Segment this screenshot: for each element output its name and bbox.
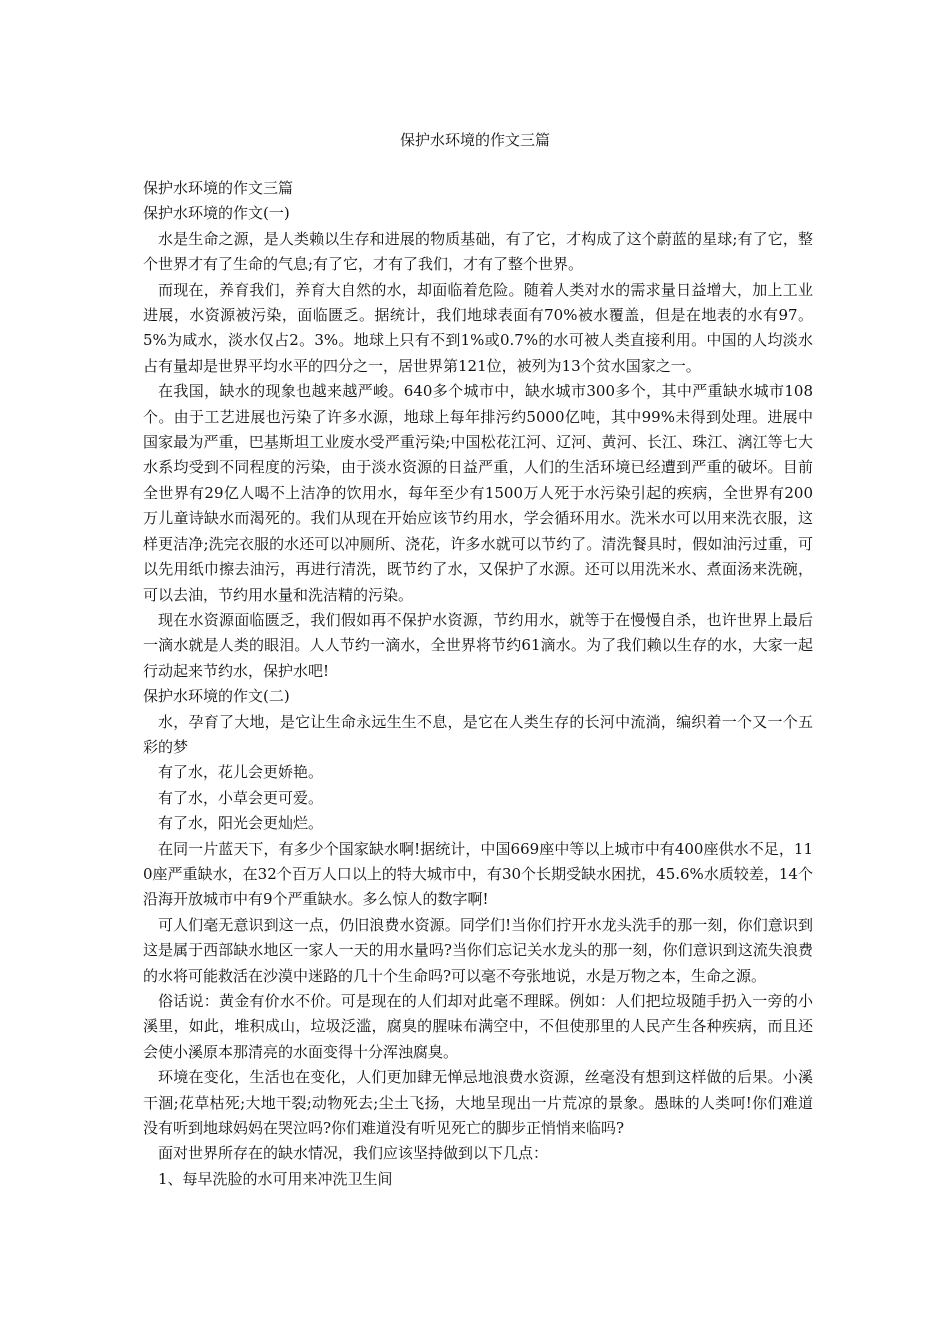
section-heading: 保护水环境的作文(一) xyxy=(143,204,290,223)
paragraph: 在我国，缺水的现象也越来越严峻。640多个城市中，缺水城市300多个，其中严重缺水城市108个。由于工艺进展也污染了许多水源，地球上每年排污约5000亿吨，其中99%未得到处理。进展中国家最为严重，巴基斯坦工业废水受严重污染;中国松花江河、辽河、黄河、长江、珠江、漓江等七大水系均受到不同程度的污染，由于淡水资源的日益严重，人们的生活环境已经遭到严重的破坏。目前全世界有29亿人喝不上洁净的饮用水，每年至少有1500万人死于水污染引起的疾病，全世界有200万儿童诗缺水而渴死的。我们从现在开始应该节约用水，学会循环用水。洗米水可以用来洗衣服，这样更洁净;洗完衣服的水还可以冲厕所、浇花，许多水就可以节约了。清洗餐具时，假如油污过重，可以先用纸巾擦去油污，再进行清洗，既节约了水，又保护了水源。还可以用洗米水、煮面汤来洗碗，可以去油，节约用水量和洗洁精的污染。 xyxy=(143,382,813,604)
document-title: 保护水环境的作文三篇 xyxy=(399,131,550,149)
paragraph: 俗话说：黄金有价水不价。可是现在的人们却对此毫不理睬。例如：人们把垃圾随手扔入一旁的小溪里，如此，堆积成山，垃圾泛滥，腐臭的腥味布满空中，不但使那里的人民产生各种疾病，而且还会使小溪原本那清亮的水面变得十分浑浊腐臭。 xyxy=(143,992,813,1061)
paragraph: 现在水资源面临匮乏，我们假如再不保护水资源，节约用水，就等于在慢慢自杀，也许世界上最后一滴水就是人类的眼泪。人人节约一滴水，全世界将节约61滴水。为了我们赖以生存的水，大家一起行动起来节约水，保护水吧! xyxy=(143,610,813,680)
paragraph: 可人们毫无意识到这一点，仍旧浪费水资源。同学们!当你们拧开水龙头洗手的那一刻，你们意识到这是属于西部缺水地区一家人一天的用水量吗?当你们忘记关水龙头的那一刻，你们意识到这流失浪费的水将可能救活在沙漠中迷路的几十个生命吗?可以毫不夸张地说，水是万物之本，生命之源。 xyxy=(143,915,813,985)
paragraph: 面对世界所存在的缺水情况，我们应该坚持做到以下几点： xyxy=(158,1144,549,1163)
paragraph: 在同一片蓝天下，有多少个国家缺水啊!据统计，中国669座中等以上城市中有400座供水不足，110座严重缺水，在32个百万人口以上的特大城市中，有30个长期受缺水困扰，45.6%水质较差，14个沿海开放城市中有9个严重缺水。多么惊人的数字啊! xyxy=(143,839,813,909)
section-heading: 保护水环境的作文(二) xyxy=(143,687,290,706)
paragraph: 有了水，小草会更可爱。 xyxy=(158,788,324,807)
document-body xyxy=(143,176,813,1192)
paragraph: 有了水，花儿会更娇艳。 xyxy=(158,763,324,782)
paragraph: 水，孕育了大地，是它让生命永远生生不息，是它在人类生存的长河中流淌，编织着一个又一个五彩的梦 xyxy=(143,712,813,756)
paragraph: 环境在变化，生活也在变化，人们更加肆无惮忌地浪费水资源，丝毫没有想到这样做的后果。小溪干涸;花草枯死;大地干裂;动物死去;尘土飞扬，大地呈现出一片荒凉的景象。愚昧的人类呵!你们难道没有听到地球妈妈在哭泣吗?你们难道没有听见死亡的脚步正悄悄来临吗? xyxy=(143,1068,813,1138)
paragraph: 水是生命之源，是人类赖以生存和进展的物质基础，有了它，才构成了这个蔚蓝的星球;有了它，整个世界才有了生命的气息;有了它，才有了我们，才有了整个世界。 xyxy=(143,229,813,274)
document-heading: 保护水环境的作文三篇 xyxy=(143,179,294,197)
paragraph: 1、每早洗脸的水可用来冲洗卫生间 xyxy=(158,1169,393,1188)
paragraph: 有了水，阳光会更灿烂。 xyxy=(158,814,324,833)
paragraph: 而现在，养育我们，养育大自然的水，却面临着危险。随着人类对水的需求量日益增大，加上工业进展，水资源被污染，面临匮乏。据统计，我们地球表面有70%被水覆盖，但是在地表的水有97。5%为咸水，淡水仅占2。3%。地球上只有不到1%或0.7%的水可被人类直接利用。中国的人均淡水占有量却是世界平均水平的四分之一，居世界第121位，被列为13个贫水国家之一。 xyxy=(143,280,813,375)
